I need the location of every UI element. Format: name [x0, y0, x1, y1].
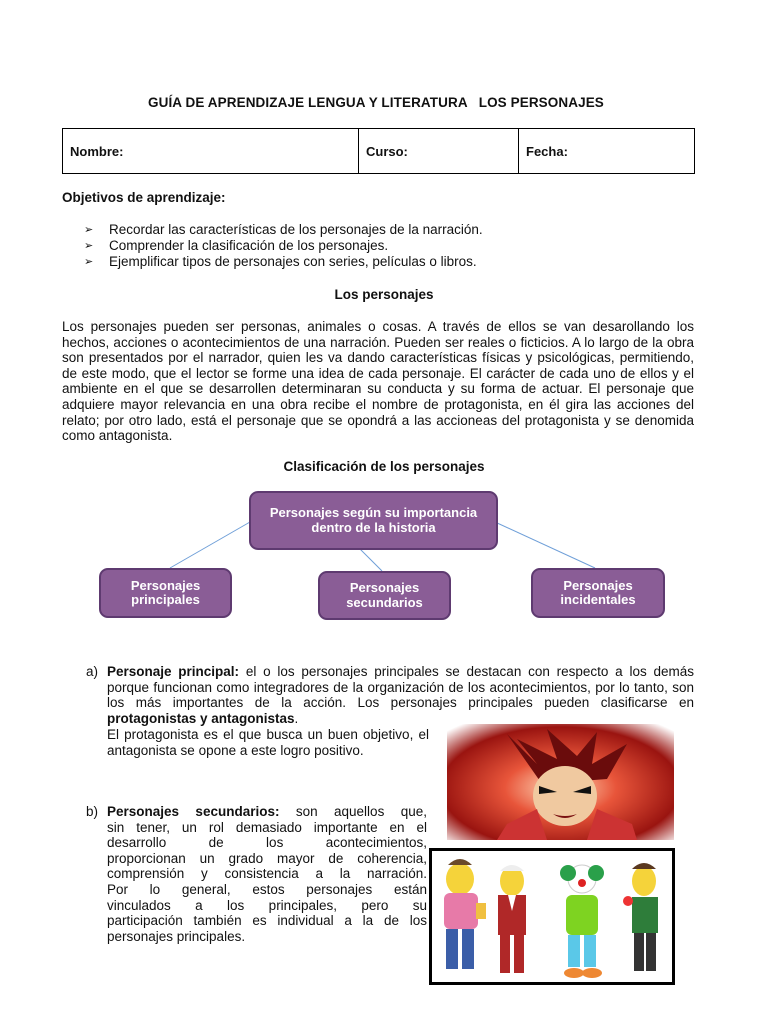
fecha-field: Fecha: — [519, 129, 695, 174]
diagram-box-secundarios: Personajes secundarios — [318, 571, 451, 620]
objectives-heading: Objetivos de aprendizaje: — [62, 190, 226, 205]
item-a-marker: a) — [86, 664, 99, 679]
nombre-field: Nombre: — [63, 129, 359, 174]
intro-paragraph: Los personajes pueden ser personas, animales o cosas. A través de ellos se van desarollando los hechos, acciones o acontecimientos de una narración. Pueden ser reales o ficticios. A lo largo de la obra son presentados por el narrador, quien les va dando características físicas y psicológicas, permitiendo, de este modo, que el lector se forme una idea de cada personaje. El carácter de cada uno de ellos y el ambiente en el que se desarrollen determinaran su conducta y su forma de actuar. El personaje que adquiere mayor relevancia en una obra recibe el nombre de protagonista, en él gira las acciones del relato; por otro lado, está el personaje que se opondrá a las accioneas del protagonista y se denomida como antagonista. — [62, 319, 694, 444]
protagonist-illustration — [447, 724, 674, 840]
list-item: ➢ Recordar las características de los personajes de la narración. — [84, 222, 483, 237]
section-heading-clasificacion: Clasificación de los personajes — [283, 459, 485, 474]
connector-line-left — [170, 522, 250, 568]
diagram-box-incidentales: Personajes incidentales — [531, 568, 665, 618]
item-a-bold-term: protagonistas y antagonistas — [107, 710, 295, 726]
connector-line-right — [495, 522, 595, 568]
list-item: ➢ Ejemplificar tipos de personajes con series, películas o libros. — [84, 254, 477, 269]
item-b-marker: b) — [86, 804, 99, 819]
arrow-bullet-icon: ➢ — [84, 224, 94, 236]
item-a-term: Personaje principal: — [107, 664, 240, 679]
list-item: ➢ Comprender la clasificación de los personajes. — [84, 238, 389, 253]
arrow-bullet-icon: ➢ — [84, 240, 94, 252]
diagram-root-box: Personajes según su importancia dentro de la historia — [249, 491, 498, 550]
page-title: GUÍA DE APRENDIZAJE LENGUA Y LITERATURA LOS PERSONAJES — [148, 95, 604, 110]
objectives-list — [84, 222, 483, 270]
student-info-table — [62, 128, 695, 174]
connector-line-middle — [360, 549, 382, 571]
item-a-text: Personaje principal: el o los personajes principales se destacan con respecto a los demás porque funcionan como integradores de la organización de los acontecimientos, por lo tanto, son los más importantes de la acción. Los personajes principales pueden clasificarse en protagonistas y antagonistas. — [107, 664, 694, 726]
item-a-continuation: El protagonista es el que busca un buen objetivo, el antagonista se opone a este logro positivo. — [107, 727, 429, 758]
classification-diagram — [95, 488, 665, 623]
item-b-text: Personajes secundarios: son aquellos que, sin tener, un rol demasiado importante en el desarrollo de los acontecimientos, proporcionan un grado mayor de coherencia, comprensión y consistencia a la narración. Por lo general, estos personajes están vinculados a los principales, pero su participación también es individual a la de los personajes principales. — [107, 804, 427, 944]
section-heading-personajes: Los personajes — [334, 287, 434, 302]
item-b-term: Personajes secundarios: — [107, 804, 280, 819]
diagram-box-principales: Personajes principales — [99, 568, 232, 618]
curso-field: Curso: — [359, 129, 519, 174]
secondary-characters-illustration — [429, 848, 675, 985]
arrow-bullet-icon: ➢ — [84, 256, 94, 268]
